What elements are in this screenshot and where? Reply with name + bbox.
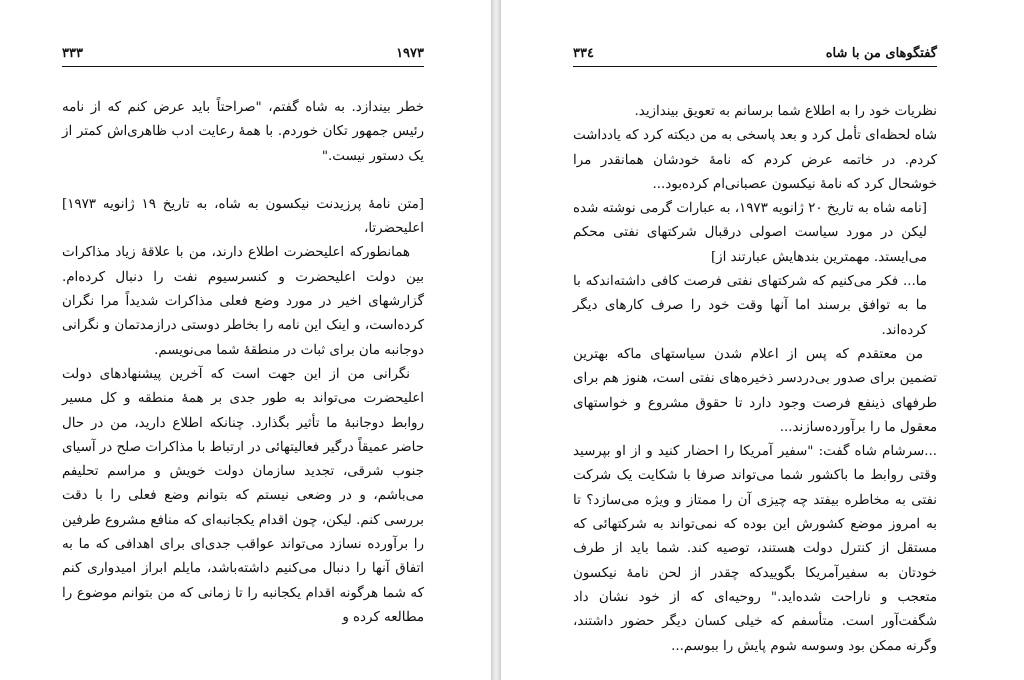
paragraph: همانطورکه اعلیحضرت اطلاع دارند، من با علاقهٔ زیاد مذاکرات بین دولت اعلیحضرت و کنسرسیوم نفت را دنبال کرده‌ام. گزارشهای اخیر در مورد وضع فعلی مذاکرات شدیداً مرا نگران کرده‌است، و اینک این نامه را بخاطر دوستی درازمدتمان و نگرانی دوجانبه مان برای ثبات در منطقهٔ شما می‌نویسم. <box>62 245 424 358</box>
paragraph: خطر بیندازد. به شاه گفتم، "صراحتاً باید عرض کنم که از نامه رئیس جمهور تکان خوردم. با همهٔ رعایت ادب ظاهری‌اش کمتر از یک دستور نیست." <box>62 100 424 164</box>
running-head: ١٩٧٣ <box>396 46 424 61</box>
right-page <box>500 0 1024 680</box>
letter-heading: [متن نامهٔ پرزیدنت نیکسون به شاه، به تاریخ ١٩ ژانویه ١٩٧٣] اعلیحضرتا، <box>62 196 424 237</box>
running-head: گفتگوهای من با شاه <box>825 46 937 61</box>
paragraph: نظریات خود را به اطلاع شما برسانم به تعویق بیندازید. <box>634 104 937 119</box>
paragraph: من معتقدم که پس از اعلام شدن سیاستهای ماکه بهترین تضمین برای صدور بی‌دردسر ذخیره‌های نفتی است، هنوز هم برای طرفهای ذینفع فرصت وجود دارد تا حقوق مشروع و خواستهای معقول ما را برآورده‌سازند... <box>573 346 937 435</box>
page-number: ٣٣٤ <box>573 46 594 61</box>
book-gutter <box>492 0 500 680</box>
paragraph: ...سرشام شاه گفت: "سفیر آمریکا را احضار کنید و از او بپرسید وقتی روابط ما باکشور شما می‌تواند صرفا با شکایت یک شرکت نفتی به مخاطره بیفتد چه چیزی آن را ممتاز و ویژه می‌سازد؟ تا به امروز موضع کشورش این بوده که نمی‌تواند به شرکتهائی که مستقل از کنترل دولت هستند، توصیه کند. شما باید از طرف خودتان به سفیرآمریکا بگوییدکه چقدر از لحن نامهٔ نیکسون متعجب و ناراحت شده‌اید." روحیه‌ای که از خود نشان داد شگفت‌آور است. متأسفم که خیلی کسان دیگر حضور داشتند، وگرنه ممکن بود وسوسه شوم پایش را ببوسم... <box>573 444 937 654</box>
paragraph: نگرانی من از این جهت است که آخرین پیشنهادهای دولت اعلیحضرت می‌تواند به طور جدی بر همهٔ منطقه و کل مسیر روابط دوجانبهٔ ما تأثیر بگذارد. چنانکه اطلاع دارید، من در حال حاضر عمیقاً درگیر فعالیتهائی در ارتباط با مذاکرات صلح در آسیای جنوب شرقی، تجدید سازمان دولت خویش و مراسم تحلیفم می‌باشم، و در وضعی نیستم که بتوانم وضع فعلی را با دقت بررسی کنم. لیکن، چون اقدام یکجانبه‌ای که منافع مشروع طرفین را برآورده نسازد می‌تواند عواقب جدی‌ای برای اهدافی که ما به اتفاق آنها را دنبال می‌کنیم داشته‌باشد، مایلم ابراز امیدواری کنم که شما هرگونه اقدام یکجانبه را تا زمانی که من بتوانم موضوع را مطالعه کرده و <box>62 366 424 625</box>
page-number: ٣٣٣ <box>62 46 83 61</box>
page-header <box>573 44 937 67</box>
quoted-paragraph: ما... فکر می‌کنیم که شرکتهای نفتی فرصت کافی داشته‌اندکه با ما به توافق برسند اما آنها وقت خود را صرف کارهای دیگر کرده‌اند. <box>573 274 927 338</box>
page-body <box>573 100 937 659</box>
paragraph: شاه لحظه‌ای تأمل کرد و بعد پاسخی به من دیکته کرد که یادداشت کردم. در خاتمه عرض کردم که نامهٔ خودشان همانقدر مرا خوشحال کرد که نامهٔ نیکسون عصبانی‌ام کرده‌بود... <box>573 128 937 192</box>
left-page <box>0 0 492 680</box>
bracketed-note: [نامه شاه به تاریخ ٢٠ ژانویه ١٩٧٣، به عبارات گرمی نوشته شده لیکن در مورد سیاست اصولی درقبال شرکتهای نفتی محکم می‌ایستد. مهمترین بندهایش عبارتند از] <box>573 201 927 265</box>
page-body <box>62 96 424 630</box>
page-header <box>62 44 424 67</box>
